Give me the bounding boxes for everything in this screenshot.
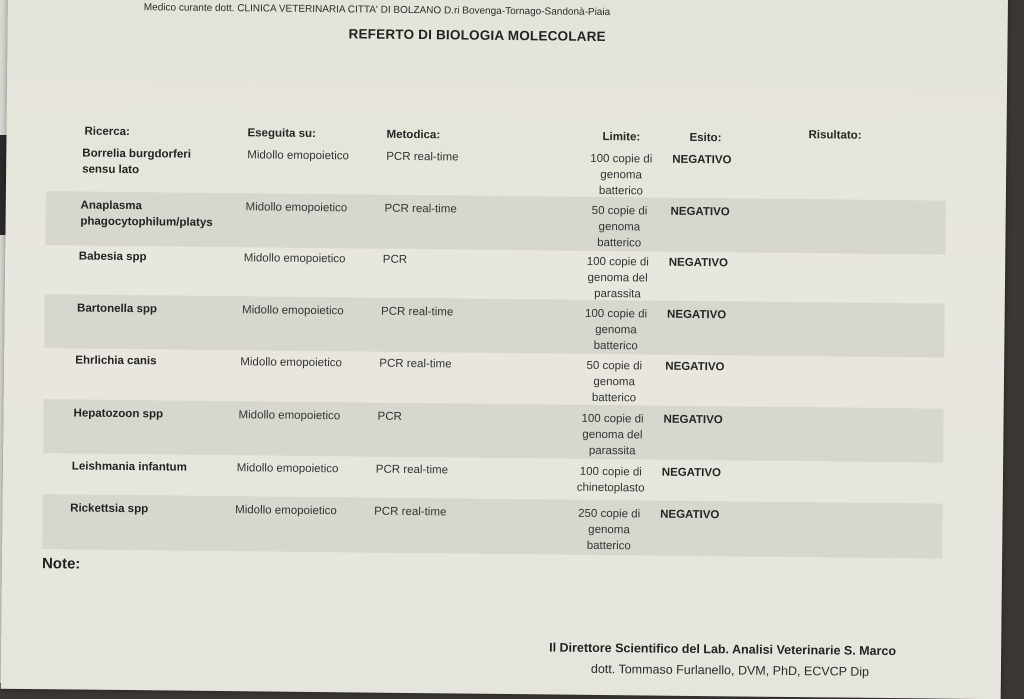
metodica-cell: PCR real-time: [375, 463, 449, 477]
note-label: Note:: [41, 555, 81, 573]
eseguita-su-cell: Midollo emopoietico: [243, 252, 346, 266]
signature-title: Il Direttore Scientifico del Lab. Analisi Veterinarie S. Marco: [549, 640, 897, 659]
ricerca-cell: Borrelia burgdorferi sensu lato: [82, 147, 192, 177]
eseguita-su-cell: Midollo emopoietico: [247, 149, 349, 163]
esito-cell: NEGATIVO: [660, 508, 720, 522]
esito-cell: NEGATIVO: [666, 308, 727, 322]
metodica-cell: PCR real-time: [386, 150, 459, 164]
limite-cell: 100 copie di genoma batterico: [584, 307, 648, 353]
metodica-cell: PCR real-time: [384, 202, 457, 216]
eseguita-su-cell: Midollo emopoietico: [238, 409, 341, 423]
esito-cell: NEGATIVO: [670, 205, 730, 219]
ricerca-cell: Bartonella spp: [77, 302, 158, 316]
col-header-risultato: Risultato:: [808, 129, 862, 142]
metodica-cell: PCR real-time: [379, 357, 452, 371]
metodica-cell: PCR real-time: [380, 305, 454, 319]
limite-cell: 100 copie di chinetoplasto: [576, 465, 645, 495]
ricerca-cell: Anaplasma phagocytophilum/platys: [80, 199, 213, 229]
col-header-ricerca: Ricerca:: [84, 125, 130, 139]
esito-cell: NEGATIVO: [661, 466, 722, 480]
ricerca-cell: Ehrlichia canis: [75, 354, 157, 368]
ricerca-cell: Hepatozoon spp: [73, 407, 164, 421]
col-header-eseguita-su: Eseguita su:: [247, 127, 316, 140]
ricerca-cell: Rickettsia spp: [70, 502, 149, 516]
signature-name: dott. Tommaso Furlanello, DVM, PhD, ECVCP Dip: [590, 661, 870, 679]
referring-vet-line: Medico curante dott. CLINICA VETERINARIA CITTA' DI BOLZANO D.ri Bovenga-Tornago-Sandonà-Piaia: [143, 2, 611, 19]
esito-cell: NEGATIVO: [672, 153, 732, 167]
eseguita-su-cell: Midollo emopoietico: [240, 356, 343, 370]
limite-cell: 100 copie di genoma del parassita: [586, 255, 649, 301]
limite-cell: 100 copie di genoma batterico: [590, 152, 653, 198]
limite-cell: 50 copie di genoma batterico: [591, 204, 648, 250]
col-header-limite: Limite:: [602, 130, 641, 144]
report-paper: [1, 0, 1008, 699]
limite-cell: 50 copie di genoma batterico: [586, 359, 643, 405]
row-band: [43, 399, 944, 462]
eseguita-su-cell: Midollo emopoietico: [245, 201, 348, 215]
metodica-cell: PCR: [382, 253, 408, 266]
eseguita-su-cell: Midollo emopoietico: [242, 304, 344, 318]
report-title: REFERTO DI BIOLOGIA MOLECOLARE: [348, 26, 606, 45]
metodica-cell: PCR: [377, 410, 402, 423]
col-header-metodica: Metodica:: [386, 128, 441, 142]
limite-cell: 100 copie di genoma del parassita: [581, 412, 644, 458]
limite-cell: 250 copie di genoma batterico: [578, 507, 641, 553]
eseguita-su-cell: Midollo emopoietico: [236, 462, 339, 476]
ricerca-cell: Leishmania infantum: [71, 460, 187, 474]
esito-cell: NEGATIVO: [665, 360, 725, 374]
col-header-esito: Esito:: [689, 131, 722, 145]
eseguita-su-cell: Midollo emopoietico: [235, 504, 337, 518]
row-band: [42, 494, 943, 558]
esito-cell: NEGATIVO: [663, 413, 723, 427]
metodica-cell: PCR real-time: [374, 505, 447, 519]
esito-cell: NEGATIVO: [668, 256, 729, 270]
ricerca-cell: Babesia spp: [78, 250, 147, 264]
row-band: [44, 294, 945, 357]
